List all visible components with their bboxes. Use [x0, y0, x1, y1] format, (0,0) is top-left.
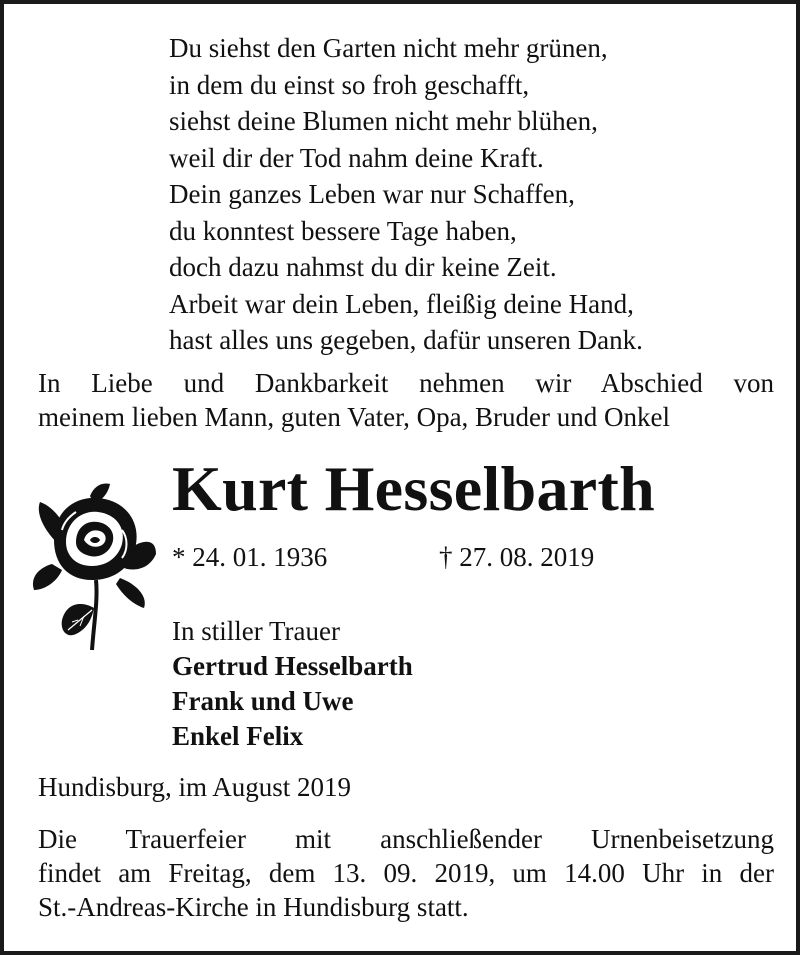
mourner-name: Frank und Uwe	[172, 686, 354, 716]
death-date: † 27. 08. 2019	[439, 542, 595, 572]
place-and-date: Hundisburg, im August 2019	[38, 772, 352, 802]
funeral-line: St.-Andreas-Kirche in Hundisburg statt.	[38, 892, 469, 922]
poem-line: doch dazu nahmst du dir keine Zeit.	[169, 252, 557, 282]
funeral-details	[38, 822, 774, 924]
poem-line: in dem du einst so froh geschafft,	[169, 69, 530, 100]
funeral-line: findet am Freitag, dem 13. 09. 2019, um 14.00 Uhr in der	[38, 858, 774, 888]
poem-line: Arbeit war dein Leben, fleißig deine Hand,	[169, 288, 634, 319]
intro-line: meinem lieben Mann, guten Vater, Opa, Bruder und Onkel	[38, 402, 671, 432]
farewell-intro	[38, 366, 774, 434]
poem-line: hast alles uns gegeben, dafür unseren Dank.	[169, 325, 643, 355]
memorial-poem	[169, 30, 789, 359]
poem-line: du konntest bessere Tage haben,	[169, 215, 517, 246]
rose-icon	[32, 482, 158, 654]
mourner-name: Enkel Felix	[172, 721, 304, 751]
intro-line: In Liebe und Dankbarkeit nehmen wir Abschied von	[38, 368, 774, 398]
poem-line: siehst deine Blumen nicht mehr blühen,	[169, 106, 598, 136]
mourners-heading: In stiller Trauer	[172, 616, 340, 646]
poem-line: Dein ganzes Leben war nur Schaffen,	[169, 179, 575, 209]
poem-line: Du siehst den Garten nicht mehr grünen,	[169, 33, 608, 63]
birth-date: * 24. 01. 1936	[172, 542, 328, 572]
deceased-name: Kurt Hesselbarth	[172, 453, 655, 524]
poem-line: weil dir der Tod nahm deine Kraft.	[169, 142, 544, 173]
mourners-block	[172, 614, 413, 754]
mourner-name: Gertrud Hesselbarth	[172, 651, 413, 681]
funeral-line: Die Trauerfeier mit anschließender Urnenbeisetzung	[38, 824, 774, 854]
